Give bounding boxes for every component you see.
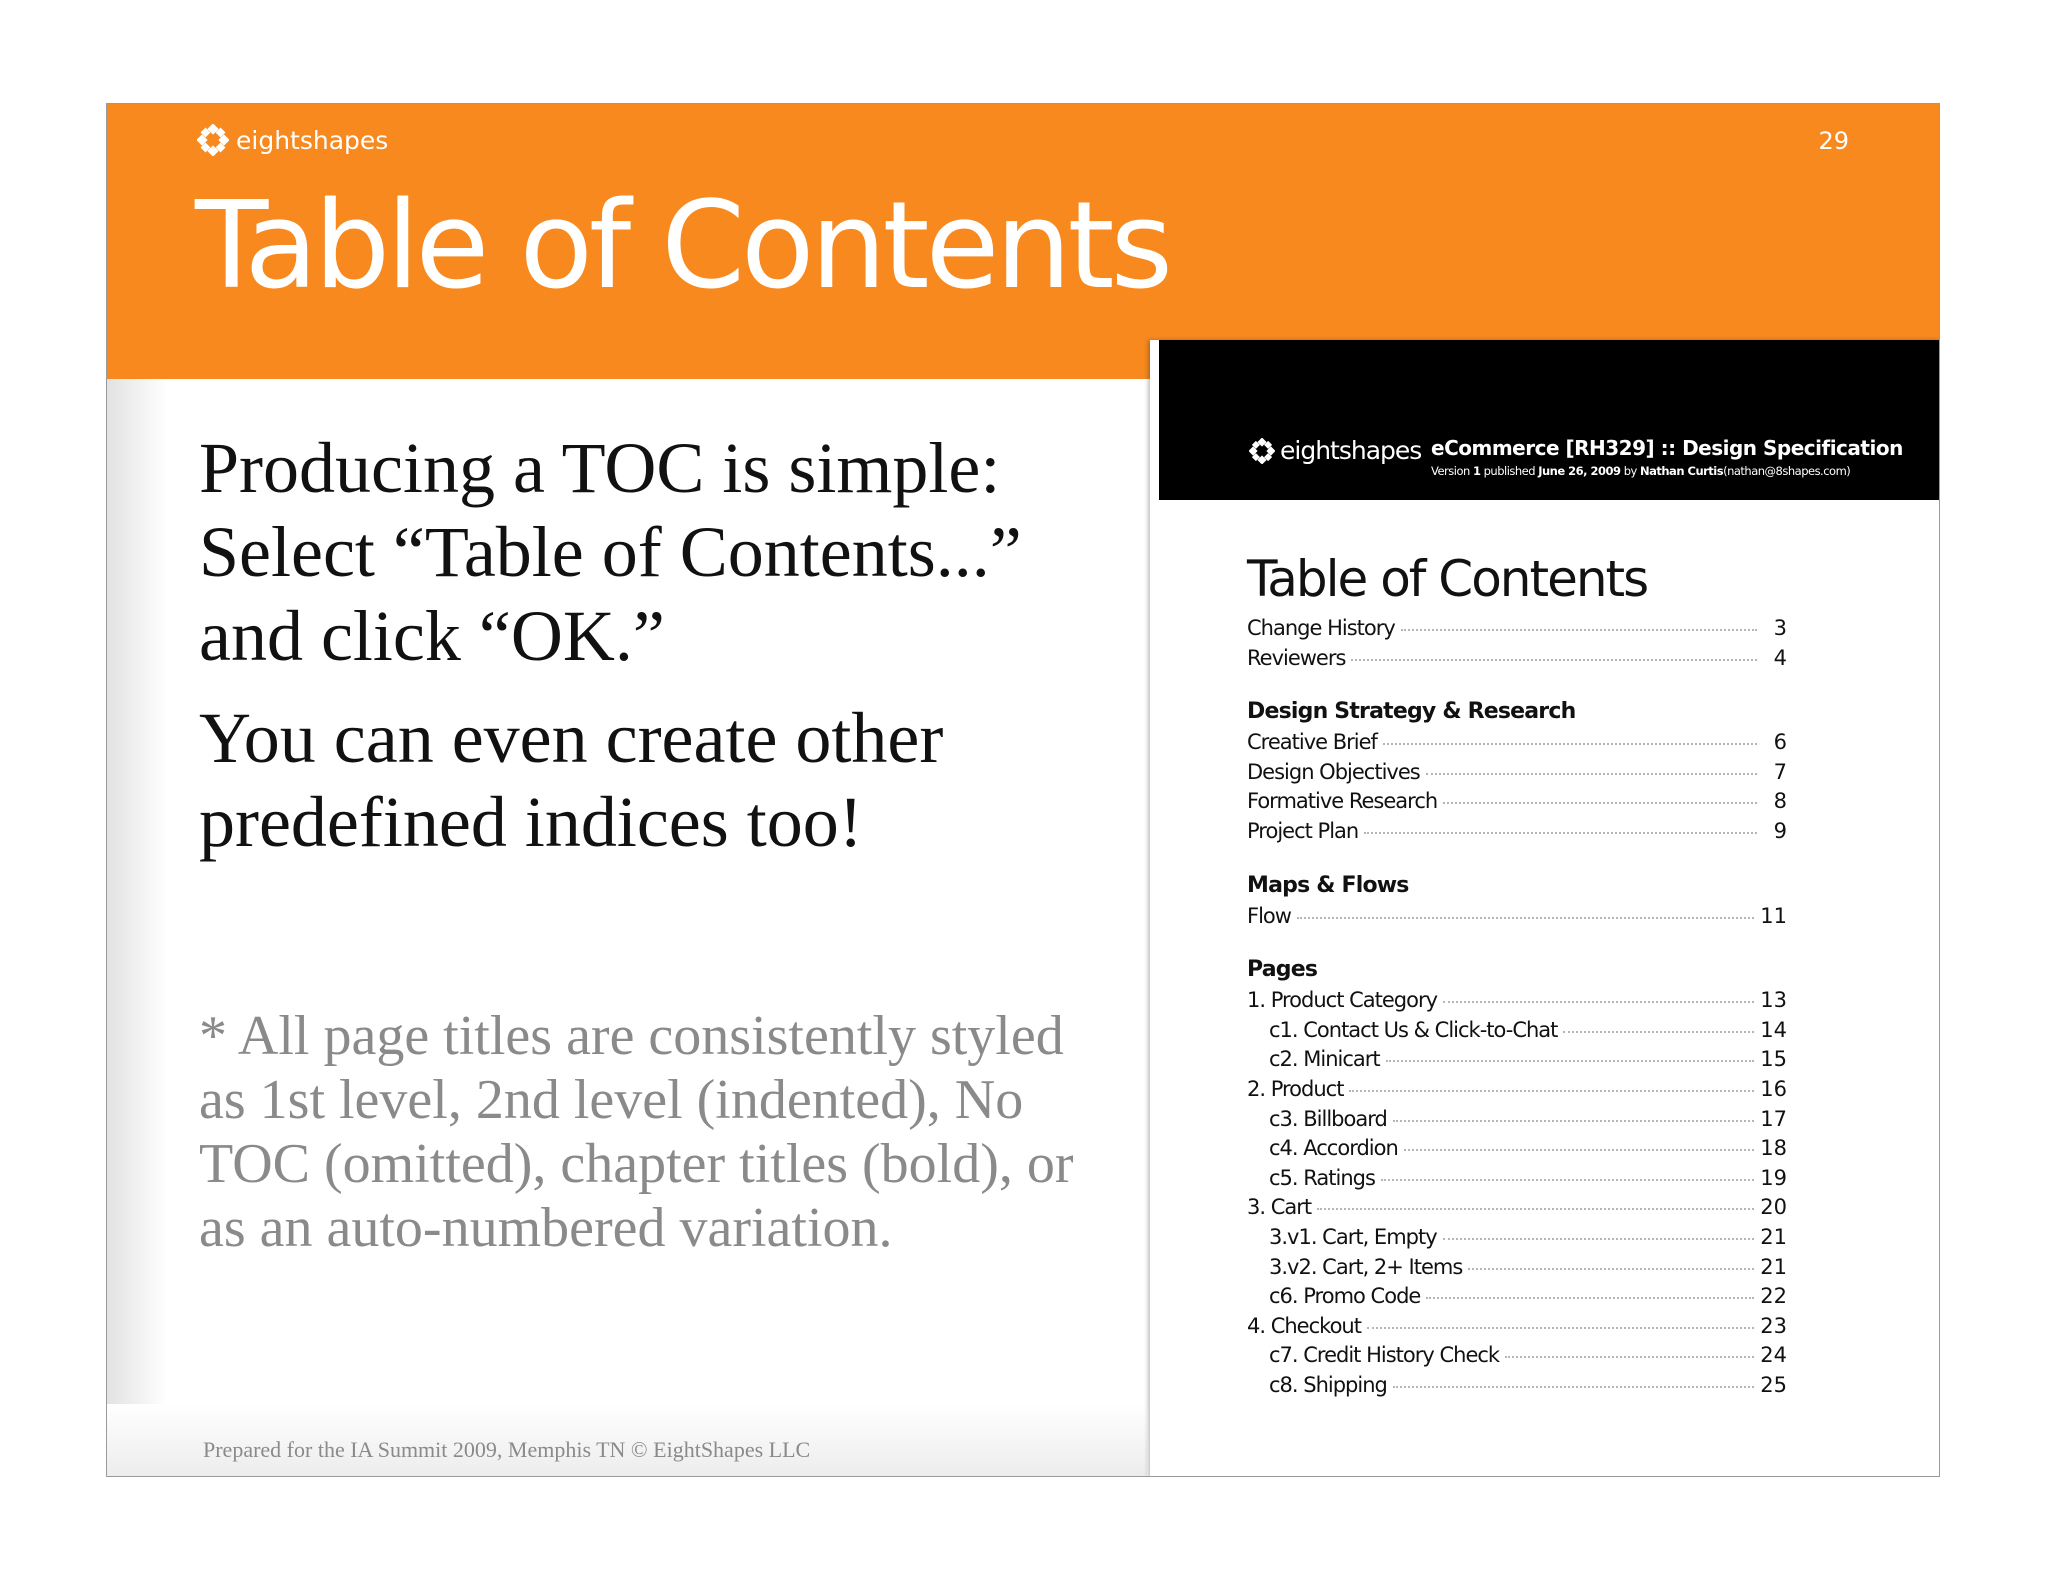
toc-entry[interactable] <box>1247 1195 1787 1225</box>
toc-page-number: 25 <box>1760 1372 1787 1397</box>
toc-page-number: 21 <box>1760 1254 1787 1279</box>
toc-entry-label: c4. Accordion <box>1269 1136 1398 1161</box>
eightshapes-logo-icon <box>197 124 229 156</box>
toc-entry-label: c1. Contact Us & Click-to-Chat <box>1269 1017 1558 1042</box>
toc-page-number: 17 <box>1760 1106 1787 1131</box>
toc-entry[interactable] <box>1247 1018 1787 1048</box>
toc-entry-label: 4. Checkout <box>1247 1313 1361 1338</box>
toc-dot-leader <box>1401 629 1757 631</box>
toc-dot-leader <box>1404 1149 1754 1151</box>
toc-entry[interactable] <box>1247 1225 1787 1255</box>
toc-dot-leader <box>1383 743 1757 745</box>
by-label: by <box>1623 464 1637 478</box>
toc-dot-leader <box>1393 1120 1754 1122</box>
toc-dot-leader <box>1443 1238 1755 1240</box>
toc-entry-label: 1. Product Category <box>1247 988 1438 1013</box>
toc-group <box>1247 616 1787 675</box>
toc-entry[interactable] <box>1247 1166 1787 1196</box>
toc-section-heading: Maps & Flows <box>1247 872 1409 898</box>
toc-page-number: 9 <box>1773 818 1787 843</box>
published-label: published <box>1483 464 1536 478</box>
page-number: 29 <box>1818 127 1849 155</box>
toc-entry[interactable] <box>1247 819 1787 849</box>
toc-entry[interactable] <box>1247 730 1787 760</box>
body-paragraph: Producing a TOC is simple: Select “Table of Contents...” and click “OK.” <box>199 428 1022 676</box>
author-name: Nathan Curtis <box>1639 464 1724 478</box>
toc-entry[interactable] <box>1247 1107 1787 1137</box>
toc-dot-leader <box>1505 1356 1754 1358</box>
toc-list <box>1247 616 1787 1402</box>
version-label: Version <box>1431 464 1470 478</box>
toc-page-number: 20 <box>1760 1195 1787 1220</box>
toc-group <box>1247 952 1787 1402</box>
toc-page-number: 18 <box>1760 1136 1787 1161</box>
toc-dot-leader <box>1349 1090 1754 1092</box>
toc-page-number: 6 <box>1773 730 1787 755</box>
brand-logo <box>197 120 388 160</box>
document-heading: Table of Contents <box>1247 550 1648 608</box>
toc-entry-label: Project Plan <box>1247 818 1359 843</box>
toc-page-number: 23 <box>1760 1313 1787 1338</box>
toc-page-number: 15 <box>1760 1047 1787 1072</box>
toc-entry-label: Creative Brief <box>1247 730 1377 755</box>
toc-section-heading: Design Strategy & Research <box>1247 699 1576 725</box>
toc-page-number: 7 <box>1773 759 1787 784</box>
toc-entry-label: Change History <box>1247 616 1395 640</box>
toc-entry[interactable] <box>1247 1343 1787 1373</box>
toc-dot-leader <box>1443 802 1757 804</box>
toc-dot-leader <box>1351 659 1757 661</box>
toc-section-heading: Pages <box>1247 957 1318 983</box>
toc-page-number: 19 <box>1760 1165 1787 1190</box>
toc-dot-leader <box>1426 773 1757 775</box>
toc-entry[interactable] <box>1247 1284 1787 1314</box>
author-email: (nathan@8shapes.com) <box>1723 464 1851 478</box>
toc-page-number: 22 <box>1760 1284 1787 1309</box>
slide <box>106 103 1940 1477</box>
toc-dot-leader <box>1443 1001 1754 1003</box>
footnote: * All page titles are consistently styled as 1st level, 2nd level (indented), No TOC (omitted), chapter titles (bold), or as an auto-numbered variation. <box>199 1005 1074 1259</box>
toc-entry-label: Reviewers <box>1247 645 1346 670</box>
toc-entry[interactable] <box>1247 988 1787 1018</box>
document-brand-logo <box>1249 436 1421 465</box>
toc-page-number: 3 <box>1773 616 1787 640</box>
toc-dot-leader <box>1297 917 1754 919</box>
toc-dot-leader <box>1317 1208 1754 1210</box>
toc-entry[interactable] <box>1247 1047 1787 1077</box>
toc-entry-label: c7. Credit History Check <box>1269 1343 1500 1368</box>
toc-entry[interactable] <box>1247 1136 1787 1166</box>
toc-group <box>1247 694 1787 848</box>
footer: Prepared for the IA Summit 2009, Memphis TN © EightShapes LLC <box>203 1437 811 1462</box>
document-subtitle <box>1431 464 1850 478</box>
toc-entry[interactable] <box>1247 789 1787 819</box>
toc-entry-label: c8. Shipping <box>1269 1372 1387 1397</box>
slide-title: Table of Contents <box>195 177 1170 316</box>
document-brand-name: eightshapes <box>1280 436 1422 465</box>
toc-group <box>1247 868 1787 934</box>
toc-entry-label: c3. Billboard <box>1269 1106 1387 1131</box>
toc-dot-leader <box>1426 1297 1754 1299</box>
toc-dot-leader <box>1393 1386 1754 1388</box>
toc-entry-label: c5. Ratings <box>1269 1165 1375 1190</box>
toc-page-number: 4 <box>1773 645 1787 670</box>
toc-dot-leader <box>1367 1327 1754 1329</box>
toc-page-number: 13 <box>1760 988 1787 1013</box>
toc-entry-label: c2. Minicart <box>1269 1047 1380 1072</box>
toc-entry-label: Design Objectives <box>1247 759 1420 784</box>
toc-page-number: 11 <box>1760 903 1787 928</box>
toc-dot-leader <box>1563 1031 1754 1033</box>
publish-date: June 26, 2009 <box>1538 464 1621 478</box>
version-number: 1 <box>1472 464 1481 478</box>
toc-page-number: 8 <box>1773 789 1787 814</box>
toc-dot-leader <box>1386 1060 1755 1062</box>
toc-dot-leader <box>1364 832 1757 834</box>
toc-entry-label: 2. Product <box>1247 1076 1344 1101</box>
toc-dot-leader <box>1468 1268 1754 1270</box>
toc-entry-label: 3.v1. Cart, Empty <box>1269 1224 1437 1249</box>
toc-entry-label: 3.v2. Cart, 2+ Items <box>1269 1254 1463 1279</box>
toc-page-number: 24 <box>1760 1343 1787 1368</box>
toc-page-number: 16 <box>1760 1076 1787 1101</box>
document-title: eCommerce [RH329] :: Design Specification <box>1431 436 1903 460</box>
toc-entry-label: Flow <box>1247 903 1291 928</box>
toc-entry[interactable] <box>1247 760 1787 790</box>
toc-entry[interactable] <box>1247 1314 1787 1344</box>
toc-entry[interactable] <box>1247 904 1787 934</box>
toc-entry[interactable] <box>1247 646 1787 676</box>
toc-entry[interactable] <box>1247 1077 1787 1107</box>
toc-entry[interactable] <box>1247 616 1787 646</box>
toc-page-number: 14 <box>1760 1017 1787 1042</box>
brand-name: eightshapes <box>236 125 389 155</box>
toc-entry-label: c6. Promo Code <box>1269 1284 1421 1309</box>
toc-entry[interactable] <box>1247 1255 1787 1285</box>
body-text <box>199 426 1099 864</box>
document-preview <box>1150 340 1940 1477</box>
toc-dot-leader <box>1381 1179 1754 1181</box>
toc-page-number: 21 <box>1760 1224 1787 1249</box>
body-paragraph: You can even create other predefined indices too! <box>199 698 944 862</box>
document-header <box>1159 340 1940 500</box>
toc-entry-label: 3. Cart <box>1247 1195 1312 1220</box>
toc-entry-label: Formative Research <box>1247 789 1438 814</box>
toc-entry[interactable] <box>1247 1373 1787 1403</box>
left-shadow <box>107 379 167 1477</box>
eightshapes-logo-icon <box>1249 438 1275 464</box>
